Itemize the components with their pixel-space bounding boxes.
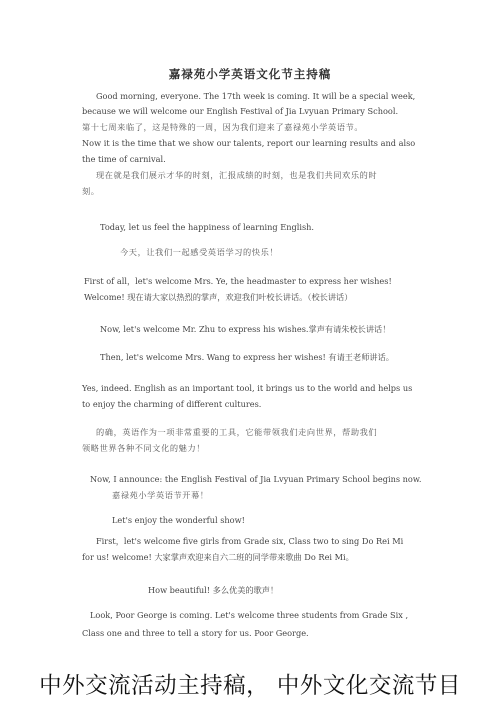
document-line: 第十七周来临了，这是特殊的一周，因为我们迎来了嘉禄苑小学英语节。 [82, 122, 364, 132]
document-title: 嘉禄苑小学英语文化节主持稿 [168, 67, 332, 81]
image-caption: 中外交流活动主持稿， 中外文化交流节目 [39, 673, 461, 699]
document-line: Now, let's welcome Mr. Zhu to express his wishes.掌声有请朱校长讲话！ [100, 324, 391, 334]
document-line: Now it is the time that we show our talents, report our learning results and also [82, 138, 416, 148]
document-line: Let's enjoy the wonderful show! [112, 515, 245, 525]
document-line: because we will welcome our English Festival of Jia Lvyuan Primary School. [82, 106, 399, 116]
document-line: 的确，英语作为一项非常重要的工具，它能带领我们走向世界，帮助我们 [96, 427, 378, 437]
document-line: the time of carnival. [82, 154, 166, 164]
document-line: 嘉禄苑小学英语节开幕！ [112, 490, 209, 500]
document-line: 领略世界各种不同文化的魅力！ [82, 443, 206, 453]
document-line: Class one and three to tell a story for us. Poor George. [82, 628, 309, 638]
document-line: Today, let us feel the happiness of learning English. [100, 222, 315, 232]
document-line: Then, let's welcome Mrs. Wang to express her wishes! 有请王老师讲话。 [100, 352, 394, 362]
document-line: First，let's welcome five girls from Grade six, Class two to sing Do Rei Mi [96, 536, 404, 546]
document-line: for us! welcome! 大家掌声欢迎来自六二班的同学带来歌曲 Do Rei Mi。 [82, 552, 354, 562]
document-line: First of all，let's welcome Mrs. Ye, the headmaster to express her wishes! [84, 276, 392, 286]
document-line: Good morning, everyone. The 17th week is coming. It will be a special week, [96, 91, 416, 101]
document-line: 今天，让我们一起感受英语学习的快乐！ [120, 247, 279, 257]
document-line: Now, I announce: the English Festival of Jia Lvyuan Primary School begins now. [90, 474, 422, 484]
document-line: 刻。 [82, 186, 100, 196]
document-line: How beautiful! 多么优美的歌声！ [148, 585, 279, 595]
document-line: to enjoy the charming of different cultures. [82, 399, 262, 409]
document-line: Look, Poor George is coming. Let's welcome three students from Grade Six , [90, 610, 409, 620]
document-line: Welcome! 现在请大家以热烈的掌声，欢迎我们叶校长讲话。（校长讲话） [84, 292, 353, 302]
document-line: Yes, indeed. English as an important tool, it brings us to the world and helps us [82, 383, 413, 393]
document-line: 现在就是我们展示才华的时刻，汇报成绩的时刻，也是我们共同欢乐的时 [96, 170, 378, 180]
